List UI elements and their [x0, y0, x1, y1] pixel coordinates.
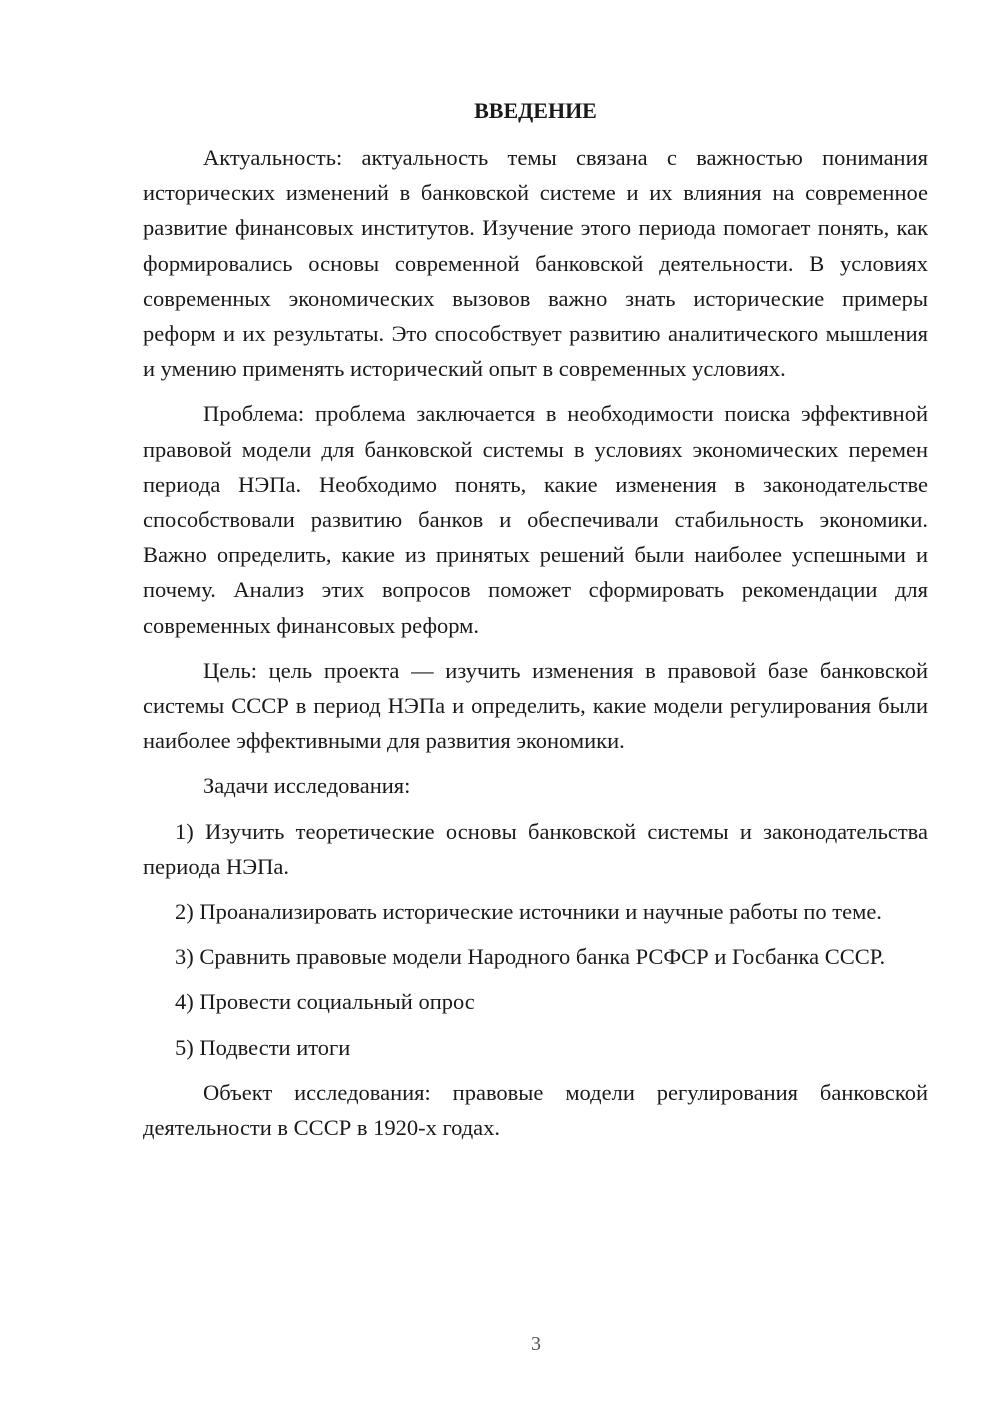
goal-paragraph: Цель: цель проекта — изучить изменения в правовой базе банковской системы СССР в период НЭПа и определить, какие модели регулирования были наиболее эффективными для развития экономики. [143, 657, 928, 754]
page-number: 3 [531, 1333, 541, 1355]
task-item-3: 3) Сравнить правовые модели Народного банка РСФСР и Госбанка СССР. [175, 944, 886, 970]
relevance-paragraph: Актуальность: актуальность темы связана с важностью понимания исторических изменений в банковской системе и их влияния на современное развитие финансовых институтов. Изучение этого периода помогает понять, как формировались основы современной банковской деятельности. В условиях современных экономических вызовов важно знать исторические примеры реформ и их результаты. Это способствует развитию аналитического мышления и умению применять исторический опыт в современных условиях. [143, 145, 928, 382]
task-item-2: 2) Проанализировать исторические источники и научные работы по теме. [175, 899, 882, 925]
task-item-1: 1) Изучить теоретические основы банковской системы и законодательства периода НЭПа. [143, 818, 928, 879]
task-item-5: 5) Подвести итоги [175, 1034, 351, 1060]
task-item-4: 4) Провести социальный опрос [175, 989, 475, 1015]
problem-paragraph: Проблема: проблема заключается в необходимости поиска эффективной правовой модели для банковской системы в условиях экономических перемен периода НЭПа. Необходимо понять, какие изменения в законодательстве способствовали развитию банков и обеспечивали стабильность экономики. Важно определить, какие из принятых решений были наиболее успешными и почему. Анализ этих вопросов поможет сформировать рекомендации для современных финансовых реформ. [143, 401, 928, 638]
tasks-title: Задачи исследования: [203, 773, 411, 799]
object-paragraph: Объект исследования: правовые модели регулирования банковской деятельности в СССР в 1920-х годах. [143, 1079, 928, 1141]
page-title: ВВЕДЕНИЕ [474, 98, 597, 123]
page-content [143, 96, 928, 1155]
